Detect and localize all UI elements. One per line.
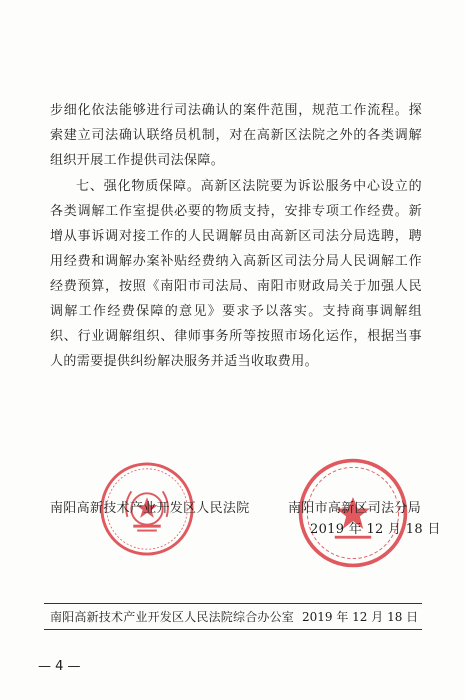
- signature-date: 2019 年 12 月 18 日: [310, 522, 441, 537]
- issuing-office: 南阳高新技术产业开发区人民法院综合办公室: [50, 610, 295, 624]
- body-paragraph: 步细化依法能够进行司法确认的案件范围，规范工作流程。探索建立司法确认联络员机制，对在高新区法院之外的各类调解组织开展工作提供司法保障。: [50, 103, 422, 168]
- page-number: — 4 —: [38, 659, 81, 674]
- footer-divider-top: [44, 603, 422, 604]
- body-paragraph: 七、强化物质保障。高新区法院要为诉讼服务中心设立的各类调解工作室提供必要的物质支持，安排专项工作经费。新增从事诉调对接工作的人民调解员由高新区司法分局选聘，聘用经费和调解办案补贴经费纳入高新区司法分局人民调解工作经费预算，按照《南阳市司法局、南阳市财政局关于加强人民调解工作经费保障的意见》要求予以落实。支持商事调解组织、行业调解组织、律师事务所等按照市场化运作，根据当事人的需要提供纠纷解决服务并适当收取费用。: [50, 179, 422, 369]
- signature-justice-bureau: 南阳市高新区司法分局: [288, 501, 422, 516]
- footer-divider-bottom: [44, 629, 422, 630]
- issue-date: 2019 年 12 月 18 日: [302, 610, 419, 624]
- signature-court: 南阳高新技术产业开发区人民法院: [50, 501, 250, 516]
